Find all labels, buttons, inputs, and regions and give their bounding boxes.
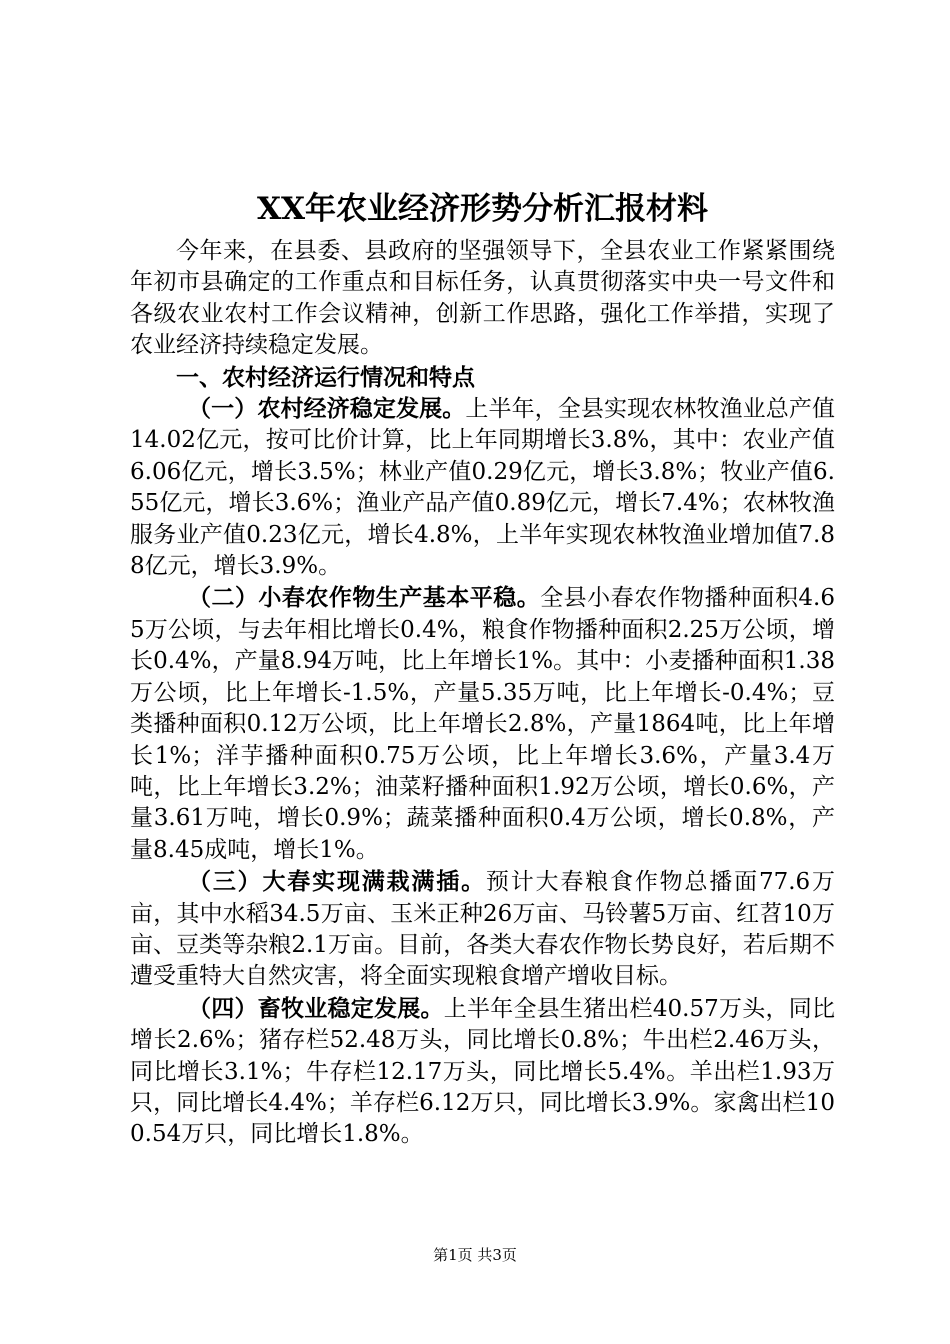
- item-body-3: 预计大春粮食作物总播面77.6万亩，其中水稻34.5万亩、玉米正种26万亩、马铃薯5万亩、红苕10万亩、豆类等杂粮2.1万亩。目前，各类大春农作物长势良好，若后期不遭受重特大自然灾害，将全面实现粮食增产增收目标。: [130, 869, 835, 990]
- item-heading-3: （三）大春实现满栽满插。: [188, 868, 486, 896]
- item-body-1: 上半年，全县实现农林牧渔业总产值14.02亿元，按可比价计算，比上年同期增长3.8%，其中：农业产值6.06亿元，增长3.5%；林业产值0.29亿元，增长3.8%；牧业产值6.55亿元，增长3.6%；渔业产品产值0.89亿元，增长7.4%；农林牧渔服务业产值0.23亿元，增长4.8%，上半年实现农林牧渔业增加值7.88亿元，增长3.9%。: [130, 396, 836, 580]
- section-heading: 一、农村经济运行情况和特点: [176, 363, 475, 391]
- document-title: XX年农业经济形势分析汇报材料: [256, 191, 709, 227]
- item-heading-1: （一）农村经济稳定发展。: [188, 395, 466, 423]
- item-body-4: 上半年全县生猪出栏40.57万头，同比增长2.6%；猪存栏52.48万头，同比增长0.8%；牛出栏2.46万头，同比增长3.1%；牛存栏12.17万头，同比增长5.4%。羊出栏1.93万只，同比增长4.4%；羊存栏6.12万只，同比增长3.9%。家禽出栏100.54万只，同比增长1.8%。: [130, 995, 835, 1148]
- item-paragraph-2: [130, 582, 835, 866]
- page-footer: 第1页 共3页: [433, 1246, 517, 1264]
- item-heading-2: （二）小春农作物生产基本平稳。: [188, 584, 541, 612]
- item-body-2: 全县小春农作物播种面积4.65万公顷，与去年相比增长0.4%，粮食作物播种面积2.25万公顷，增长0.4%，产量8.94万吨，比上年增长1%。其中：小麦播种面积1.38万公顷，比上年增长-1.5%，产量5.35万吨，比上年增长-0.4%；豆类播种面积0.12万公顷，比上年增长2.8%，产量1864吨，比上年增长1%；洋芋播种面积0.75万公顷，比上年增长3.6%，产量3.4万吨，比上年增长3.2%；油菜籽播种面积1.92万公顷，增长0.6%，产量3.61万吨，增长0.9%；蔬菜播种面积0.4万公顷，增长0.8%，产量8.45成吨，增长1%。: [130, 585, 836, 863]
- item-paragraph-1: [130, 393, 835, 582]
- item-paragraph-4: [130, 993, 835, 1151]
- intro-paragraph: 今年来，在县委、县政府的坚强领导下，全县农业工作紧紧围绕年初市县确定的工作重点和目标任务，认真贯彻落实中央一号文件和各级农业农村工作会议精神，创新工作思路，强化工作举措，实现了农业经济持续稳定发展。: [130, 238, 835, 359]
- document-page: [130, 186, 835, 1151]
- item-paragraph-3: [130, 866, 835, 993]
- item-heading-4: （四）畜牧业稳定发展。: [188, 994, 444, 1022]
